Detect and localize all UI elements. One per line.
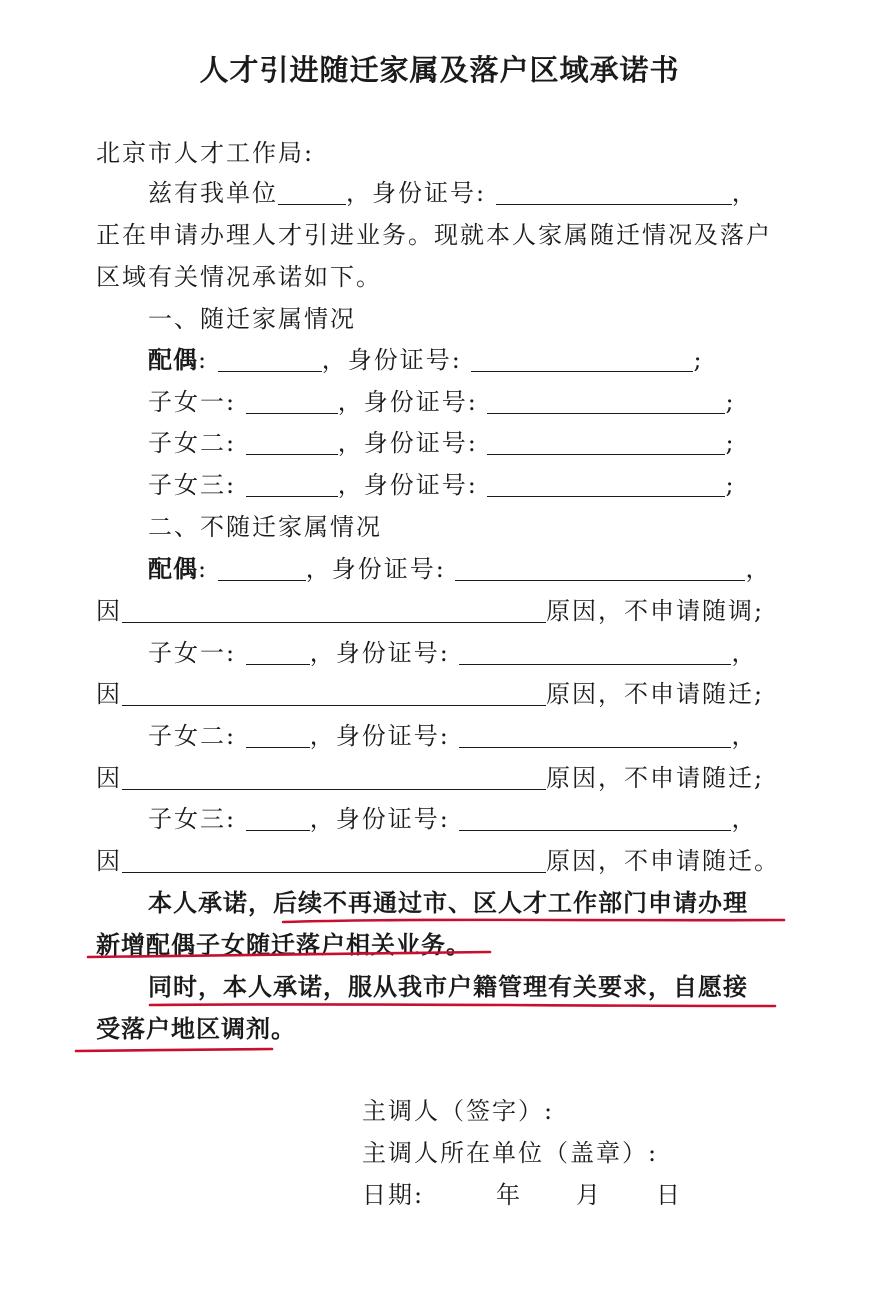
s2-spouse-reason-suffix: 原因，不申请随调; — [546, 597, 765, 625]
s2-child2-id-label: ，身份证号: — [309, 722, 450, 750]
s2-child1-end: ， — [731, 639, 758, 667]
red-underline-1 — [283, 920, 784, 922]
red-underline-4 — [76, 1049, 272, 1051]
promise2-line-2: 受落户地区调剂。 — [96, 1015, 296, 1043]
s1-child1-label: 子女一: — [148, 388, 237, 416]
red-underline-2 — [88, 952, 490, 957]
unit-line — [362, 1136, 658, 1170]
s1-child1-end: ; — [725, 388, 736, 416]
intro-prefix: 兹有我单位 — [148, 179, 278, 207]
s2-spouse-reason-prefix: 因 — [96, 597, 122, 625]
s2-child2-end: ， — [731, 722, 758, 750]
s2-child3-id-label: ，身份证号: — [309, 805, 450, 833]
s2-child2-reason-prefix: 因 — [96, 764, 122, 792]
s1-spouse-end: ; — [693, 346, 704, 374]
date-year: 年 — [496, 1181, 522, 1209]
promise2-line-1: 同时，本人承诺，服从我市户籍管理有关要求，自愿接 — [148, 973, 748, 1001]
s1-child3-id-label: ，身份证号: — [337, 471, 478, 499]
s1-child2-label: 子女二: — [148, 429, 237, 457]
red-underline-3 — [150, 1004, 775, 1006]
intro-id-label: ，身份证号: — [346, 179, 487, 207]
signer-line — [362, 1094, 554, 1128]
s1-child3-end: ; — [725, 471, 736, 499]
s1-child3-label: 子女三: — [148, 471, 237, 499]
s1-spouse-label: 配偶 — [148, 346, 198, 374]
section2-heading: 二、不随迁家属情况 — [148, 513, 382, 541]
s1-spouse-id-label: ，身份证号: — [321, 346, 462, 374]
date-day: 日 — [656, 1181, 682, 1209]
signer-label: 主调人（签字）: — [362, 1097, 555, 1125]
s2-child1-reason-prefix: 因 — [96, 680, 122, 708]
addressee: 北京市人才工作局: — [96, 139, 315, 167]
s2-child3-reason-suffix: 原因，不申请随迁。 — [546, 847, 780, 875]
s1-spouse-colon: : — [198, 346, 209, 374]
date-month: 月 — [576, 1181, 602, 1209]
s1-child1-id-label: ，身份证号: — [337, 388, 478, 416]
s2-child2-reason-suffix: 原因，不申请随迁; — [546, 764, 765, 792]
s2-spouse-id-label: ，身份证号: — [305, 555, 446, 583]
s1-child2-id-label: ，身份证号: — [337, 429, 478, 457]
section1-heading: 一、随迁家属情况 — [148, 305, 356, 333]
intro-line-2: 正在申请办理人才引进业务。现就本人家属随迁情况及落户 — [96, 221, 772, 249]
intro-line1-end: ， — [731, 179, 758, 207]
promise1-line-2: 新增配偶子女随迁落户相关业务。 — [96, 931, 471, 959]
s2-child1-id-label: ，身份证号: — [309, 639, 450, 667]
s2-child1-reason-suffix: 原因，不申请随迁; — [546, 680, 765, 708]
s2-child3-reason-prefix: 因 — [96, 847, 122, 875]
s2-child3-end: ， — [731, 805, 758, 833]
unit-seal-label: 主调人所在单位（盖章）: — [362, 1139, 659, 1167]
s2-spouse-end: ， — [745, 555, 772, 583]
date-line — [362, 1178, 424, 1212]
s2-spouse-label: 配偶 — [148, 555, 198, 583]
promise1-line-1: 本人承诺，后续不再通过市、区人才工作部门申请办理 — [148, 889, 748, 917]
s1-child2-end: ; — [725, 429, 736, 457]
s2-child1-label: 子女一: — [148, 639, 237, 667]
document-title: 人才引进随迁家属及落户区域承诺书 — [199, 53, 680, 87]
s2-child2-label: 子女二: — [148, 722, 237, 750]
s2-child3-label: 子女三: — [148, 805, 237, 833]
intro-line-3: 区域有关情况承诺如下。 — [96, 263, 382, 291]
date-label: 日期: — [362, 1181, 425, 1209]
s2-spouse-colon: : — [198, 555, 209, 583]
